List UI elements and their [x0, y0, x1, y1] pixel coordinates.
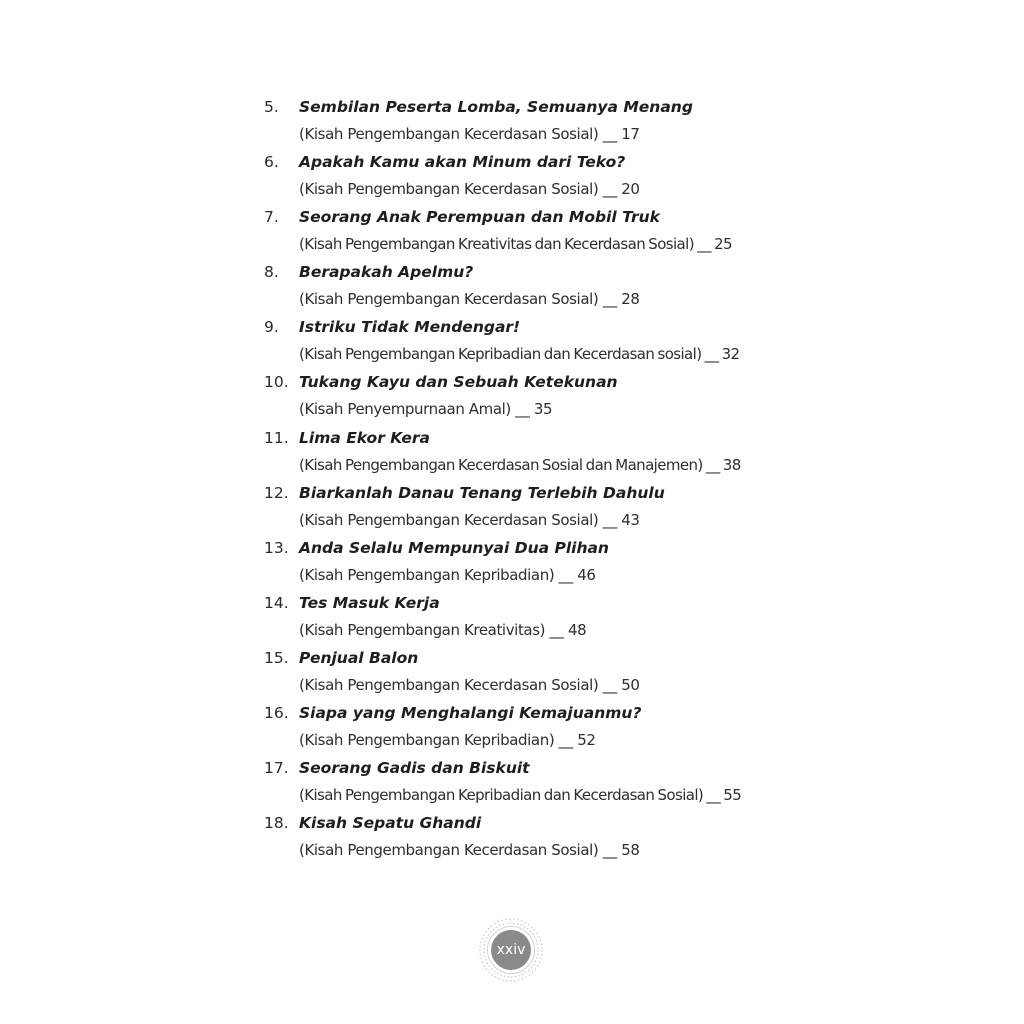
entry-title[interactable]: Seorang Anak Perempuan dan Mobil Truk — [299, 208, 660, 227]
toc-entry[interactable] — [0, 809, 1024, 864]
entry-title[interactable]: Apakah Kamu akan Minum dari Teko? — [299, 153, 626, 172]
entry-title[interactable]: Anda Selalu Mempunyai Dua Plihan — [299, 538, 609, 557]
entry-title[interactable]: Kisah Sepatu Ghandi — [299, 814, 482, 833]
entry-title[interactable]: Sembilan Peserta Lomba, Semuanya Menang — [299, 98, 693, 116]
entry-subtitle: (Kisah Pengembangan Kecerdasan Sosial dan Manajemen) __ 38 — [299, 455, 741, 474]
table-of-contents — [0, 93, 1024, 864]
entry-number: 12. — [264, 483, 289, 502]
entry-number: 14. — [264, 593, 289, 612]
entry-number: 9. — [264, 318, 279, 337]
entry-number: 6. — [264, 153, 279, 172]
toc-entry[interactable] — [0, 644, 1024, 699]
entry-number: 15. — [264, 648, 289, 667]
entry-subtitle: (Kisah Pengembangan Kepribadian dan Kecerdasan Sosial) __ 55 — [299, 786, 742, 805]
toc-entry[interactable] — [0, 203, 1024, 258]
entry-subtitle: (Kisah Pengembangan Kepribadian) __ 52 — [299, 731, 596, 750]
entry-title[interactable]: Seorang Gadis dan Biskuit — [299, 759, 530, 778]
entry-title[interactable]: Istriku Tidak Mendengar! — [299, 318, 521, 337]
entry-number: 11. — [264, 428, 289, 447]
page-number: xxiv — [496, 942, 526, 958]
entry-number: 18. — [264, 814, 289, 833]
toc-entry[interactable] — [0, 479, 1024, 534]
entry-number: 7. — [264, 208, 279, 227]
entry-subtitle: (Kisah Pengembangan Kecerdasan Sosial) __ 50 — [299, 675, 640, 694]
entry-subtitle: (Kisah Pengembangan Kreativitas dan Kecerdasan Sosial) __ 25 — [299, 235, 732, 254]
entry-subtitle: (Kisah Pengembangan Kecerdasan Sosial) __ 17 — [299, 125, 640, 143]
entry-title[interactable]: Siapa yang Menghalangi Kemajuanmu? — [299, 704, 642, 723]
entry-title[interactable]: Biarkanlah Danau Tenang Terlebih Dahulu — [299, 483, 665, 502]
entry-number: 17. — [264, 759, 289, 778]
toc-entry[interactable] — [0, 589, 1024, 644]
entry-subtitle: (Kisah Penyempurnaan Amal) __ 35 — [299, 400, 553, 419]
entry-subtitle: (Kisah Pengembangan Kecerdasan Sosial) __ 20 — [299, 180, 640, 199]
entry-subtitle: (Kisah Pengembangan Kecerdasan Sosial) __ 28 — [299, 290, 640, 309]
entry-subtitle: (Kisah Pengembangan Kreativitas) __ 48 — [299, 620, 587, 639]
entry-title[interactable]: Tes Masuk Kerja — [299, 593, 440, 612]
page-number-badge — [477, 916, 545, 984]
entry-number: 8. — [264, 263, 279, 282]
entry-title[interactable]: Berapakah Apelmu? — [299, 263, 474, 282]
entry-title[interactable]: Penjual Balon — [299, 648, 419, 667]
toc-entry[interactable] — [0, 313, 1024, 368]
entry-number: 13. — [264, 538, 289, 557]
entry-subtitle: (Kisah Pengembangan Kecerdasan Sosial) __ 43 — [299, 510, 640, 529]
entry-number: 10. — [264, 373, 289, 392]
toc-entry[interactable] — [0, 368, 1024, 423]
entry-title[interactable]: Lima Ekor Kera — [299, 428, 431, 447]
entry-subtitle: (Kisah Pengembangan Kecerdasan Sosial) __ 58 — [299, 841, 640, 860]
entry-number: 5. — [264, 98, 279, 116]
toc-entry[interactable] — [0, 424, 1024, 479]
toc-entry[interactable] — [0, 258, 1024, 313]
toc-entry[interactable] — [0, 754, 1024, 809]
entry-subtitle: (Kisah Pengembangan Kepribadian dan Kecerdasan sosial) __ 32 — [299, 345, 740, 364]
entry-subtitle: (Kisah Pengembangan Kepribadian) __ 46 — [299, 565, 596, 584]
toc-entry[interactable] — [0, 93, 1024, 148]
entry-number: 16. — [264, 704, 289, 723]
toc-entry[interactable] — [0, 699, 1024, 754]
toc-entry[interactable] — [0, 148, 1024, 203]
entry-title[interactable]: Tukang Kayu dan Sebuah Ketekunan — [299, 373, 618, 392]
toc-entry[interactable] — [0, 534, 1024, 589]
